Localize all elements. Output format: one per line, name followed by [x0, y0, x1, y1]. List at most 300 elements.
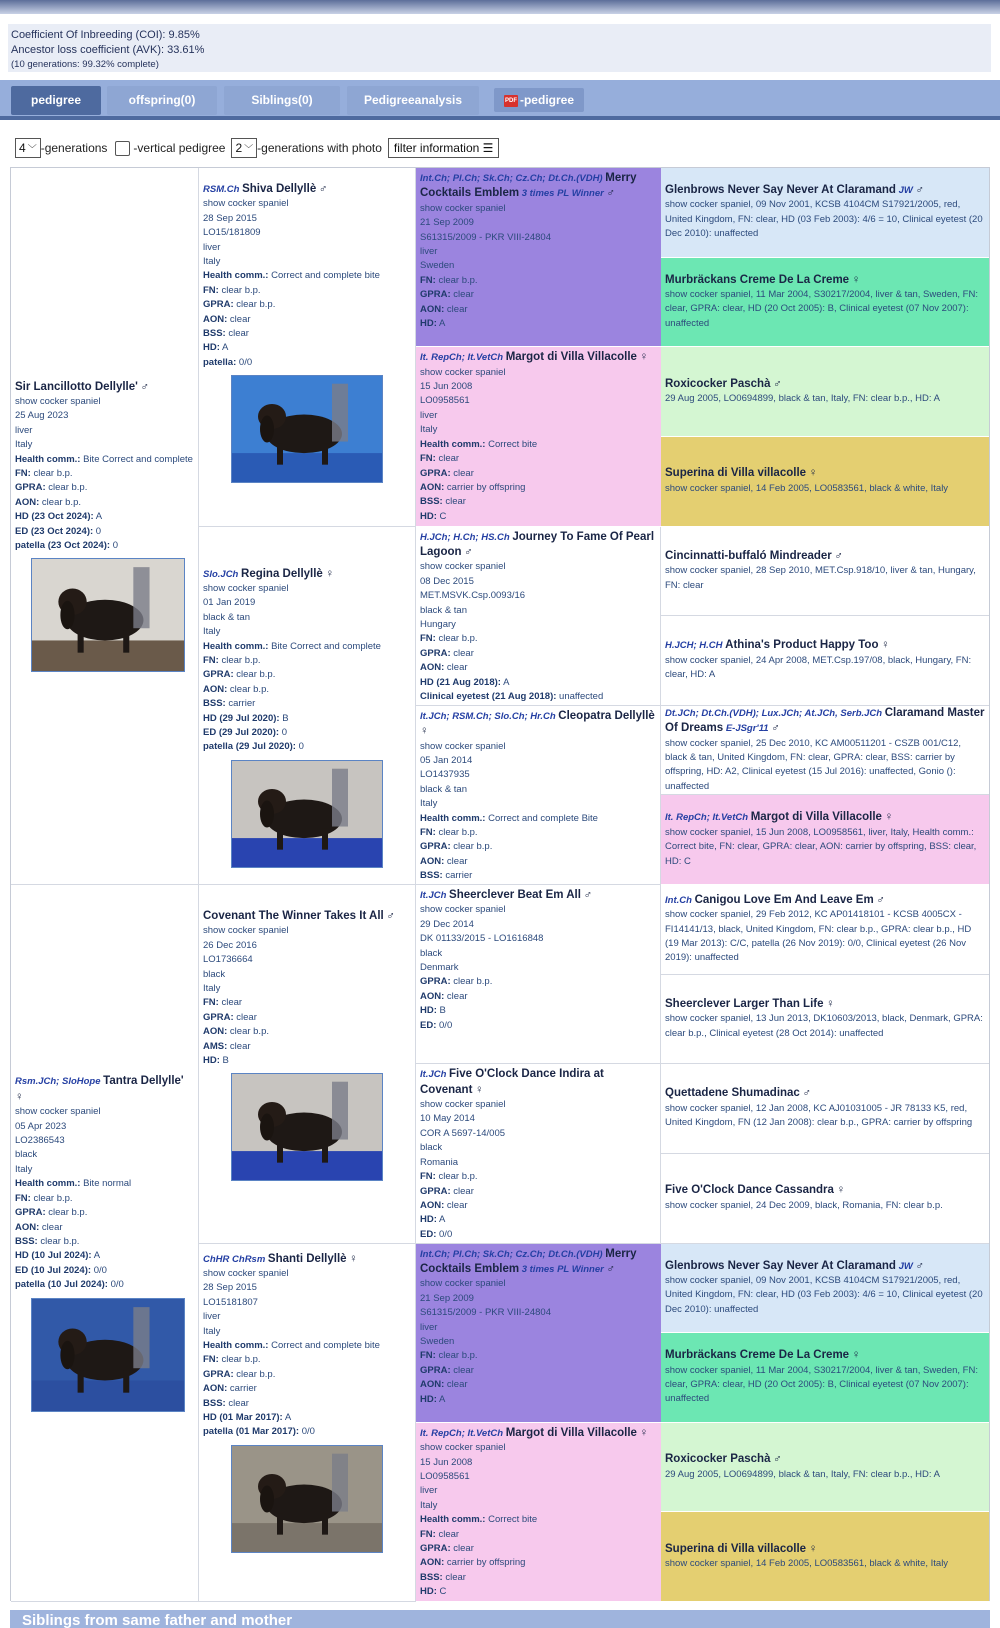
- dog-detail: 05 Jan 2014: [420, 754, 473, 766]
- health-label: Health comm.:: [15, 1178, 81, 1190]
- health-value: 0/0: [439, 1019, 453, 1031]
- dog-name[interactable]: Cleopatra Dellyllè: [558, 709, 655, 722]
- pedigree-gen4-cell: [661, 885, 989, 975]
- dog-detail: LO1736664: [203, 954, 253, 966]
- dog-titles: Int.Ch: [665, 894, 692, 906]
- dog-name[interactable]: Claramand Master Of Dreams: [665, 706, 985, 735]
- health-value: Bite Correct and complete: [271, 640, 381, 652]
- health-value: clear b.p.: [221, 1354, 261, 1366]
- health-value: clear: [453, 289, 474, 301]
- health-label: FN:: [420, 1350, 436, 1362]
- dog-awards: 3 times PL Winner: [521, 1263, 604, 1275]
- health-row: [203, 697, 411, 711]
- health-value: clear: [453, 1185, 474, 1197]
- dog-titles: Rsm.JCh; SloHope: [15, 1076, 101, 1088]
- pedigree-gen1-cell: [11, 168, 199, 885]
- tab-pdf-pedigree[interactable]: [494, 88, 584, 112]
- health-value: clear: [438, 1528, 460, 1540]
- dog-name-line: [420, 1426, 657, 1441]
- health-label: Health comm.:: [420, 812, 486, 824]
- pedigree-gen4-cell: [661, 437, 989, 527]
- health-row: [420, 467, 657, 481]
- health-row: [420, 452, 657, 466]
- dog-detail: show cocker spaniel: [203, 1267, 289, 1279]
- dog-name[interactable]: Canigou Love Em And Leave Em: [694, 893, 874, 906]
- dog-photo-frame[interactable]: [231, 1073, 383, 1181]
- dog-detail: liver: [203, 241, 221, 253]
- pedigree-gen4-cell: [661, 975, 989, 1065]
- health-row: [15, 1177, 194, 1191]
- dog-name-line: [665, 706, 985, 737]
- dog-detail: 01 Jan 2019: [203, 597, 256, 609]
- dog-name[interactable]: Five O'Clock Dance Indira at Covenant: [420, 1068, 604, 1096]
- health-row: [203, 341, 411, 355]
- dog-detail: DK 01133/2015 - LO1616848: [420, 933, 544, 945]
- health-row: [420, 495, 657, 509]
- health-row: [420, 1542, 657, 1556]
- health-value: Correct and complete bite: [271, 1339, 380, 1351]
- health-label: Health comm.:: [420, 1514, 486, 1526]
- pedigree-gen2-cell: [199, 1244, 416, 1603]
- dog-photo-frame[interactable]: [31, 1298, 185, 1412]
- tab-pedigreeanalysis[interactable]: Pedigreeanalysis: [347, 86, 479, 115]
- dog-detail: Sweden: [420, 260, 455, 272]
- dog-name[interactable]: Shanti Dellyllè: [267, 1252, 347, 1265]
- health-label: HD (10 Jul 2024):: [15, 1250, 92, 1262]
- health-value: clear: [229, 313, 251, 325]
- health-label: ED:: [420, 1228, 437, 1240]
- female-symbol: ♀: [325, 567, 335, 580]
- health-value: carrier: [445, 870, 473, 882]
- dog-summary: show cocker spaniel, 12 Jan 2008, KC AJ01031005 - JR 78133 K5, red, United Kingdom, FN (12 Jan 2008): clear b.p., GPRA: carrier by offspring: [665, 1102, 973, 1129]
- dog-detail: Sweden: [420, 1335, 455, 1347]
- male-symbol: ♂: [464, 545, 473, 558]
- dog-name-line: [420, 1067, 656, 1098]
- dog-detail: 21 Sep 2009: [420, 1292, 474, 1304]
- dog-summary: show cocker spaniel, 09 Nov 2001, KCSB 4104CM S17921/2005, red, United Kingdom, FN: clear, HD (03 Feb 2003): 4/6 = 10, Clinical eyetest (20 Dec 2010): unaffected: [665, 1274, 983, 1315]
- pedigree-gen4-cell: [661, 795, 989, 885]
- health-label: FN:: [203, 284, 219, 296]
- health-value: 0: [112, 540, 118, 552]
- dog-detail: Italy: [420, 424, 438, 436]
- dog-name[interactable]: Roxicocker Paschà: [665, 377, 771, 390]
- dog-name[interactable]: Sir Lancillotto Dellylle': [15, 380, 138, 393]
- photo-generations-select[interactable]: [231, 138, 257, 158]
- health-label: GPRA:: [420, 467, 451, 479]
- dog-photo-frame[interactable]: [231, 1445, 383, 1553]
- health-row: [203, 1353, 411, 1367]
- health-row: [203, 1411, 411, 1425]
- health-value: clear b.p.: [48, 1207, 88, 1219]
- health-label: BSS:: [203, 328, 226, 340]
- dog-name[interactable]: Shiva Dellyllè: [242, 183, 317, 195]
- dog-photo: [32, 1299, 184, 1411]
- health-label: AON:: [420, 1557, 445, 1569]
- tab-siblings[interactable]: Siblings(0): [224, 86, 340, 115]
- health-row: [15, 539, 194, 553]
- dog-name-line: [665, 183, 985, 198]
- generations-label: -generations: [40, 141, 108, 155]
- dog-detail: Romania: [420, 1156, 459, 1168]
- dog-titles: RSM.Ch: [203, 184, 240, 195]
- health-value: Correct bite: [488, 1514, 538, 1526]
- dog-name[interactable]: Five O'Clock Dance Cassandra: [665, 1184, 834, 1197]
- dog-summary: show cocker spaniel, 29 Feb 2012, KC AP01418101 - KCSB 4005CX - FI14141/13, black, United Kingdom, FN: clear b.p., GPRA: clear b.p., HD (19 Mar 2013): C/C, patella (26 Nov 2019): 0/0, Clinical eyetest (26 Nov 2019): unaffected: [665, 909, 972, 964]
- health-row: [420, 1364, 657, 1378]
- dog-detail: liver: [420, 1485, 438, 1497]
- dog-photo: [32, 559, 184, 671]
- dog-name[interactable]: Covenant The Winner Takes It All: [203, 910, 384, 922]
- dog-name[interactable]: Margot di Villa Villacolle: [750, 811, 882, 824]
- health-value: 0: [95, 525, 102, 537]
- health-label: AON:: [420, 855, 445, 867]
- health-row: [420, 1170, 656, 1184]
- generations-select[interactable]: [15, 138, 41, 158]
- pedigree-gen2-cell: [199, 168, 416, 527]
- health-row: [15, 1249, 194, 1263]
- pedigree-gen4-cell: [661, 706, 989, 796]
- dog-detail: S61315/2009 - PKR VIII-24804: [420, 231, 551, 243]
- health-label: HD:: [420, 510, 437, 522]
- dog-detail: LO0958561: [420, 395, 470, 407]
- dog-detail: Italy: [203, 256, 221, 268]
- dog-name[interactable]: Merry Cocktails Emblem: [420, 1247, 637, 1275]
- health-label: AON:: [420, 481, 445, 493]
- pedigree-gen4-cell: [661, 1064, 989, 1154]
- dog-name[interactable]: Journey To Fame Of Pearl Lagoon: [420, 530, 655, 558]
- health-row: [203, 356, 411, 370]
- dog-name-line: [665, 549, 985, 564]
- dog-detail: show cocker spaniel: [420, 740, 506, 752]
- health-value: clear: [446, 1379, 468, 1391]
- dog-name-line: [665, 893, 985, 908]
- female-symbol: ♀: [420, 725, 429, 738]
- filter-information-button[interactable]: [388, 138, 499, 158]
- dog-detail: black & tan: [420, 604, 467, 616]
- dog-detail: 26 Dec 2016: [203, 939, 257, 951]
- health-value: clear b.p.: [438, 827, 478, 838]
- dog-detail: show cocker spaniel: [420, 202, 506, 214]
- health-value: clear: [453, 467, 474, 479]
- health-value: A: [284, 1411, 292, 1423]
- male-symbol: ♂: [771, 722, 780, 735]
- dog-detail: Denmark: [420, 962, 459, 974]
- tab-offspring[interactable]: offspring(0): [107, 86, 217, 115]
- health-label: ED (23 Oct 2024):: [15, 525, 94, 537]
- dog-name[interactable]: Athina's Product Happy Too: [725, 639, 879, 652]
- pdf-icon: PDF: [504, 95, 518, 107]
- health-value: carrier: [228, 698, 256, 710]
- health-value: clear b.p.: [221, 284, 261, 296]
- tab-bar: [0, 80, 1000, 120]
- health-row: [203, 712, 411, 726]
- dog-photo-frame[interactable]: [31, 558, 185, 672]
- pedigree-gen2-cell: [199, 885, 416, 1244]
- dog-name[interactable]: Murbräckans Creme De La Creme: [665, 1349, 850, 1362]
- pedigree-table: [10, 167, 990, 1601]
- dog-name[interactable]: Margot di Villa Villacolle: [505, 1426, 637, 1439]
- dog-detail: S61315/2009 - PKR VIII-24804: [420, 1307, 551, 1319]
- coi-text: Coefficient Of Inbreeding (COI): 9.85%: [11, 29, 200, 41]
- health-row: [15, 510, 194, 524]
- dog-summary: show cocker spaniel, 14 Feb 2005, LO0583561, black & white, Italy: [665, 482, 949, 494]
- health-row: [420, 840, 656, 854]
- health-row: [15, 496, 194, 510]
- health-label: HD:: [203, 1055, 220, 1067]
- dog-name-line: [665, 1086, 985, 1101]
- dog-detail: show cocker spaniel: [420, 561, 506, 573]
- dog-name[interactable]: Murbräckans Creme De La Creme: [665, 273, 850, 286]
- health-value: A: [222, 342, 229, 354]
- dog-summary: show cocker spaniel, 28 Sep 2010, MET.Csp.918/10, liver & tan, Hungary, FN: clear: [665, 565, 976, 591]
- dog-name[interactable]: Quettadene Shumadinac: [665, 1087, 800, 1100]
- dog-name-line: [420, 888, 656, 903]
- health-row: [203, 1425, 411, 1439]
- dog-detail: 28 Sep 2015: [203, 1282, 257, 1294]
- health-label: FN:: [420, 274, 436, 286]
- dog-name-line: [420, 1247, 657, 1278]
- health-row: [15, 467, 194, 481]
- health-label: AON:: [420, 303, 445, 315]
- male-symbol: ♂: [606, 187, 616, 200]
- dog-name[interactable]: Sheerclever Beat Em All: [449, 889, 581, 901]
- dog-detail: 28 Sep 2015: [203, 212, 257, 224]
- health-label: Health comm.:: [203, 270, 269, 282]
- health-row: [203, 313, 411, 327]
- dog-photo-frame[interactable]: [231, 760, 383, 868]
- health-label: patella:: [203, 356, 237, 368]
- health-value: 0/0: [439, 1228, 453, 1240]
- female-symbol: ♀: [808, 1542, 818, 1555]
- dog-name[interactable]: Superina di Villa villacolle: [665, 467, 807, 480]
- female-symbol: ♀: [881, 639, 890, 652]
- health-label: BSS:: [203, 698, 226, 710]
- health-value: clear b.p.: [453, 841, 493, 853]
- health-label: patella (10 Jul 2024):: [15, 1279, 108, 1291]
- health-label: FN:: [15, 468, 31, 479]
- dog-detail: 15 Jun 2008: [420, 1456, 473, 1468]
- dog-detail: show cocker spaniel: [420, 1099, 506, 1111]
- male-symbol: ♂: [802, 1087, 812, 1100]
- health-value: clear b.p.: [236, 299, 276, 311]
- health-value: C: [439, 1586, 447, 1598]
- pedigree-gen1-cell: [11, 885, 199, 1602]
- pedigree-gen3-cell: [416, 706, 661, 885]
- health-value: clear: [446, 303, 468, 315]
- health-value: clear: [446, 1199, 468, 1211]
- health-row: [420, 990, 656, 1004]
- health-label: AON:: [15, 496, 40, 508]
- health-value: clear: [446, 990, 468, 1002]
- dog-detail: liver: [420, 409, 438, 421]
- health-row: [420, 869, 656, 883]
- dog-name[interactable]: Glenbrows Never Say Never At Claramand: [665, 184, 896, 196]
- health-row: [15, 1264, 194, 1278]
- dog-titles: Int.Ch; Pl.Ch; Sk.Ch; Cz.Ch; Dt.Ch.(VDH): [420, 1248, 603, 1260]
- health-row: [203, 740, 411, 754]
- health-label: BSS:: [420, 496, 443, 508]
- female-symbol: ♀: [639, 1426, 649, 1439]
- dog-detail: black: [420, 1142, 443, 1154]
- health-value: clear: [221, 997, 243, 1009]
- health-label: GPRA:: [420, 1364, 451, 1376]
- dog-detail: LO15181807: [203, 1296, 258, 1308]
- health-label: ED (10 Jul 2024):: [15, 1264, 92, 1276]
- male-symbol: ♂: [140, 380, 150, 393]
- health-row: [203, 298, 411, 312]
- dog-name-line: [665, 1452, 985, 1467]
- health-row: [420, 975, 656, 989]
- health-row: [420, 1019, 656, 1033]
- female-symbol: ♀: [836, 1184, 846, 1197]
- dog-detail: liver: [420, 246, 438, 258]
- male-symbol: ♂: [583, 889, 593, 901]
- health-row: [420, 1556, 657, 1570]
- dog-detail: show cocker spaniel: [420, 1442, 506, 1454]
- dog-detail: 25 Aug 2023: [15, 410, 69, 422]
- health-value: clear b.p.: [438, 633, 478, 645]
- male-symbol: ♂: [773, 377, 782, 390]
- health-row: [203, 683, 411, 697]
- dog-detail: show cocker spaniel: [15, 395, 101, 407]
- dog-awards: E-JSgr'11: [725, 723, 769, 735]
- health-value: clear: [453, 647, 474, 659]
- dog-name-line: [665, 377, 985, 392]
- health-row: [420, 676, 656, 690]
- health-row: [420, 288, 657, 302]
- health-row: [15, 1192, 194, 1206]
- health-label: FN:: [203, 654, 219, 666]
- vertical-pedigree-checkbox[interactable]: [115, 141, 130, 156]
- dog-summary: 29 Aug 2005, LO0694899, black & tan, Italy, FN: clear b.p., HD: A: [665, 1468, 940, 1480]
- pedigree-gen4-cell: [661, 1333, 989, 1423]
- female-symbol: ♀: [884, 811, 894, 824]
- health-row: [420, 303, 657, 317]
- health-label: ED:: [420, 1019, 437, 1031]
- dog-name-line: [15, 1074, 194, 1105]
- dog-awards: JW: [898, 1260, 913, 1272]
- health-label: HD (21 Aug 2018):: [420, 676, 501, 688]
- health-row: [203, 1011, 411, 1025]
- dog-photo: [232, 1074, 382, 1180]
- dog-name-line: [420, 530, 656, 561]
- dog-photo-frame[interactable]: [231, 375, 383, 483]
- health-row: [203, 668, 411, 682]
- male-symbol: ♂: [318, 183, 328, 195]
- health-value: clear b.p.: [236, 1368, 276, 1380]
- health-label: HD:: [420, 318, 437, 330]
- dog-name[interactable]: Glenbrows Never Say Never At Claramand: [665, 1259, 896, 1272]
- health-value: clear: [41, 1221, 63, 1233]
- dog-name[interactable]: Tantra Dellylle': [103, 1075, 184, 1088]
- health-value: clear: [236, 1011, 257, 1023]
- dog-detail: black: [420, 947, 443, 959]
- health-value: A: [439, 1214, 446, 1226]
- health-row: [203, 1339, 411, 1353]
- health-label: GPRA:: [15, 482, 46, 494]
- health-row: [420, 632, 656, 646]
- health-label: BSS:: [15, 1235, 38, 1247]
- dog-name[interactable]: Merry Cocktails Emblem: [420, 172, 637, 200]
- health-value: Bite Correct and complete: [83, 453, 193, 465]
- siblings-section-header[interactable]: [10, 1610, 990, 1628]
- health-label: patella (01 Mar 2017):: [203, 1426, 300, 1438]
- health-value: B: [439, 1005, 446, 1017]
- health-value: A: [93, 1250, 101, 1262]
- male-symbol: ♂: [915, 1259, 925, 1272]
- health-value: Correct and complete bite: [271, 270, 380, 282]
- dog-name[interactable]: Cincinnatti-buffaló Mindreader: [665, 549, 832, 562]
- health-value: clear: [453, 1543, 474, 1554]
- dog-detail: show cocker spaniel: [203, 198, 289, 210]
- dog-detail: show cocker spaniel: [420, 1278, 506, 1290]
- health-value: carrier: [229, 1383, 257, 1395]
- health-row: [420, 1349, 657, 1363]
- health-row: [203, 1054, 411, 1068]
- dog-name-line: [203, 567, 411, 582]
- health-row: [420, 826, 656, 840]
- dog-detail: liver: [203, 1311, 221, 1323]
- health-row: [203, 640, 411, 654]
- pedigree-gen3-cell: [416, 1064, 661, 1243]
- dog-detail: Italy: [203, 983, 221, 995]
- health-label: BSS:: [203, 1397, 226, 1409]
- health-label: FN:: [420, 1171, 436, 1183]
- dog-name[interactable]: Margot di Villa Villacolle: [505, 351, 637, 364]
- health-value: clear: [228, 1397, 249, 1409]
- health-value: clear: [228, 328, 249, 340]
- dog-name[interactable]: Superina di Villa villacolle: [665, 1542, 807, 1555]
- dog-detail: show cocker spaniel: [15, 1106, 101, 1118]
- dog-name-line: [420, 350, 657, 365]
- health-row: [203, 327, 411, 341]
- dog-titles: ChHR ChRsm: [203, 1253, 266, 1265]
- health-row: [420, 661, 656, 675]
- dog-detail: show cocker spaniel: [420, 366, 506, 378]
- health-label: AMS:: [203, 1040, 228, 1052]
- male-symbol: ♂: [915, 184, 925, 196]
- health-row: [420, 1571, 657, 1585]
- dog-detail: 08 Dec 2015: [420, 575, 474, 587]
- dog-summary: show cocker spaniel, 11 Mar 2004, S30217/2004, liver & tan, Sweden, FN: clear, GPRA: clear, HD (20 Oct 2005): B, Clinical eyetest (07 Nov 2007): unaffected: [665, 289, 978, 329]
- photo-generations-label: -generations with photo: [257, 141, 382, 155]
- health-label: Health comm.:: [420, 438, 486, 450]
- health-label: GPRA:: [420, 976, 451, 988]
- health-value: 0/0: [301, 1426, 315, 1438]
- avk-text: Ancestor loss coefficient (AVK): 33.61%: [11, 44, 205, 56]
- dog-name[interactable]: Roxicocker Paschà: [665, 1453, 771, 1466]
- health-label: GPRA:: [203, 669, 234, 681]
- female-symbol: ♀: [808, 467, 818, 480]
- pedigree-gen4-cell: [661, 527, 989, 617]
- health-row: [420, 1004, 656, 1018]
- health-row: [420, 317, 657, 331]
- health-value: clear: [445, 1571, 466, 1583]
- tab-pedigree[interactable]: pedigree: [11, 86, 101, 115]
- female-symbol: ♀: [851, 273, 861, 286]
- health-label: Health comm.:: [203, 640, 269, 652]
- health-label: AON:: [420, 990, 445, 1002]
- dog-detail: Italy: [15, 1163, 33, 1175]
- dog-name[interactable]: Regina Dellyllè: [241, 567, 323, 580]
- inbreeding-summary: [8, 24, 991, 72]
- pedigree-controls: [15, 137, 499, 159]
- health-row: [420, 812, 656, 826]
- dog-name[interactable]: Sheerclever Larger Than Life: [665, 997, 824, 1010]
- health-label: Health comm.:: [203, 1339, 269, 1351]
- pedigree-gen2-cell: [199, 527, 416, 886]
- top-header-bar: [0, 0, 1000, 14]
